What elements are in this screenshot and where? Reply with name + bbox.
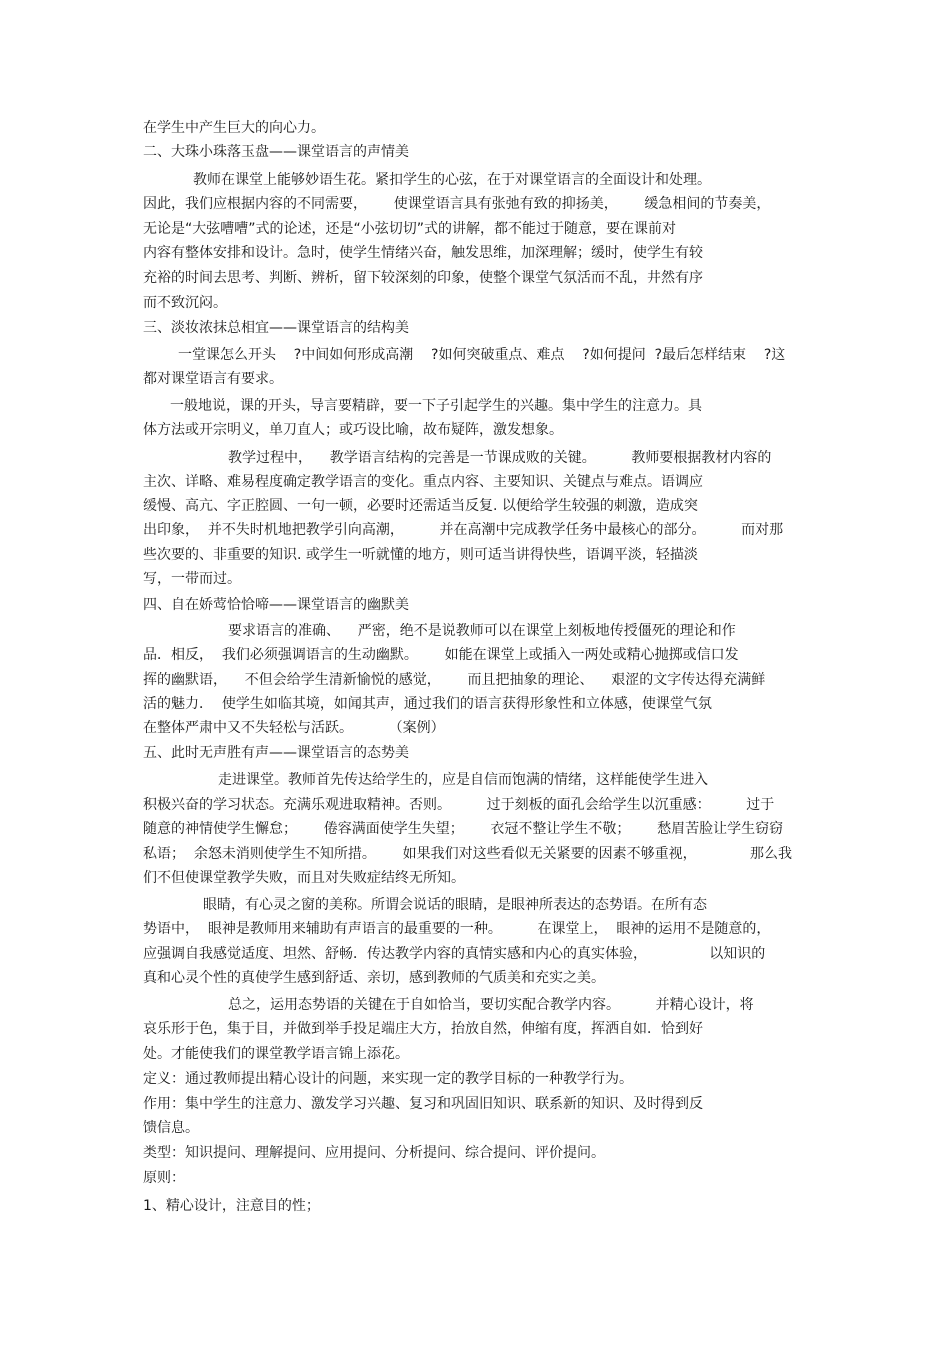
section-heading: 五、此时无声胜有声——课堂语言的态势美 — [143, 745, 409, 761]
text-line: 要求语言的准确、 严密，绝不是说教师可以在课堂上刻板地传授僵死的理论和作 — [228, 623, 736, 639]
text-line: 挥的幽默语， 不但会给学生清新愉悦的感觉， 而且把抽象的理论、 艰涩的文字传达得充满鲜 — [143, 672, 766, 688]
text-line: 总之，运用态势语的关键在于自如恰当，要切实配合教学内容。 并精心设计，将 — [228, 997, 754, 1013]
text-line: 教学过程中， 教学语言结构的完善是一节课成败的关键。 教师要根据教材内容的 — [228, 450, 772, 466]
text-line: 哀乐形于色，集于目，并做到举手投足端庄大方，抬放自然，伸缩有度，挥洒自如．恰到好 — [143, 1021, 703, 1037]
text-line: 应强调自我感觉适度、坦然、舒畅．传达教学内容的真情实感和内心的真实体验， 以知识的 — [143, 946, 766, 962]
text-line: 些次要的、非重要的知识. 或学生一听就懂的地方，则可适当讲得快些，语调平淡，轻描淡 — [143, 547, 698, 563]
text-line: 处。才能使我们的课堂教学语言锦上添花。 — [143, 1046, 409, 1062]
text-line: 主次、详略、难易程度确定教学语言的变化。重点内容、主要知识、关键点与难点。语调应 — [143, 474, 703, 490]
text-line: 缓慢、高亢、字正腔圆、一句一顿，必要时还需适当反复. 以便给学生较强的刺激，造成突 — [143, 498, 698, 514]
text-line: 类型：知识提问、理解提问、应用提问、分析提问、综合提问、评价提问。 — [143, 1145, 605, 1161]
text-line: 走进课堂。教师首先传达给学生的，应是自信而饱满的情绪，这样能使学生进入 — [218, 772, 708, 788]
text-line: 活的魅力． 使学生如临其境，如闻其声，通过我们的语言获得形象性和立体感，使课堂气氛 — [143, 696, 712, 712]
text-line: 都对课堂语言有要求。 — [143, 371, 283, 387]
text-line: 随意的神情使学生懈怠； 倦容满面使学生失望； 衣冠不整让学生不敬； 愁眉苦脸让学生窃窃 — [143, 821, 784, 837]
text-line: 无论是“大弦嘈嘈”式的论述，还是“小弦切切”式的讲解，都不能过于随意，要在课前对 — [143, 221, 677, 237]
text-line: 体方法或开宗明义，单刀直人；或巧设比喻，故布疑阵，激发想象。 — [143, 422, 563, 438]
text-line: 馈信息。 — [143, 1120, 199, 1136]
text-line: 真和心灵个性的真使学生感到舒适、亲切，感到教师的气质美和充实之美。 — [143, 970, 605, 986]
text-line: 1、精心设计，注意目的性； — [143, 1198, 320, 1214]
text-line: 一般地说，课的开头，导言要精辟，要一下子引起学生的兴趣。集中学生的注意力。具 — [170, 398, 702, 414]
text-line: 因此，我们应根据内容的不同需要， 使课堂语言具有张弛有致的抑扬美， 缓急相间的节奏美， — [143, 196, 771, 212]
text-line: 在学生中产生巨大的向心力。 — [143, 120, 325, 136]
text-line: 眼睛，有心灵之窗的美称。所谓会说话的眼睛，是眼神所表达的态势语。在所有态 — [203, 897, 707, 913]
text-line: 原则： — [143, 1170, 185, 1186]
text-line: 在整体严肃中又不失轻松与活跃。 （案例） — [143, 720, 445, 736]
text-line: 一堂课怎么开头 ?中间如何形成高潮 ?如何突破重点、难点 ?如何提问 ?最后怎样结束 ?这 — [178, 347, 786, 363]
section-heading: 二、大珠小珠落玉盘——课堂语言的声情美 — [143, 144, 409, 160]
text-line: 积极兴奋的学习状态。充满乐观进取精神。否则。 过于刻板的面孔会给学生以沉重感： 过于 — [143, 797, 775, 813]
text-line: 充裕的时间去思考、判断、辨析，留下较深刻的印象，使整个课堂气氛活而不乱，井然有序 — [143, 270, 703, 286]
text-line: 定义：通过教师提出精心设计的问题，来实现一定的教学目标的一种教学行为。 — [143, 1071, 633, 1087]
text-line: 写，一带而过。 — [143, 571, 241, 587]
text-line: 出印象， 并不失时机地把教学引向高潮， 并在高潮中完成教学任务中最核心的部分。 而对那 — [143, 522, 784, 538]
text-line: 内容有整体安排和设计。急时，使学生情绪兴奋，触发思维，加深理解；缓时，使学生有较 — [143, 245, 703, 261]
text-line: 势语中， 眼神是教师用来辅助有声语言的最重要的一种。 在课堂上， 眼神的运用不是随意的， — [143, 921, 771, 937]
text-line: 而不致沉闷。 — [143, 295, 227, 311]
text-line: 教师在课堂上能够妙语生花。紧扣学生的心弦，在于对课堂语言的全面设计和处理。 — [193, 172, 711, 188]
text-line: 作用：集中学生的注意力、激发学习兴趣、复习和巩固旧知识、联系新的知识、及时得到反 — [143, 1096, 703, 1112]
section-heading: 三、淡妆浓抹总相宜——课堂语言的结构美 — [143, 320, 409, 336]
section-heading: 四、自在娇莺恰恰啼——课堂语言的幽默美 — [143, 597, 409, 613]
text-line: 们不但使课堂教学失败，而且对失败症结终无所知。 — [143, 870, 465, 886]
text-line: 品．相反， 我们必须强调语言的生动幽默。 如能在课堂上或插入一两处或精心抛掷或信口发 — [143, 647, 739, 663]
text-line: 私语； 余怒未消则使学生不知所措。 如果我们对这些看似无关紧要的因素不够重视， 那么我 — [143, 846, 793, 862]
